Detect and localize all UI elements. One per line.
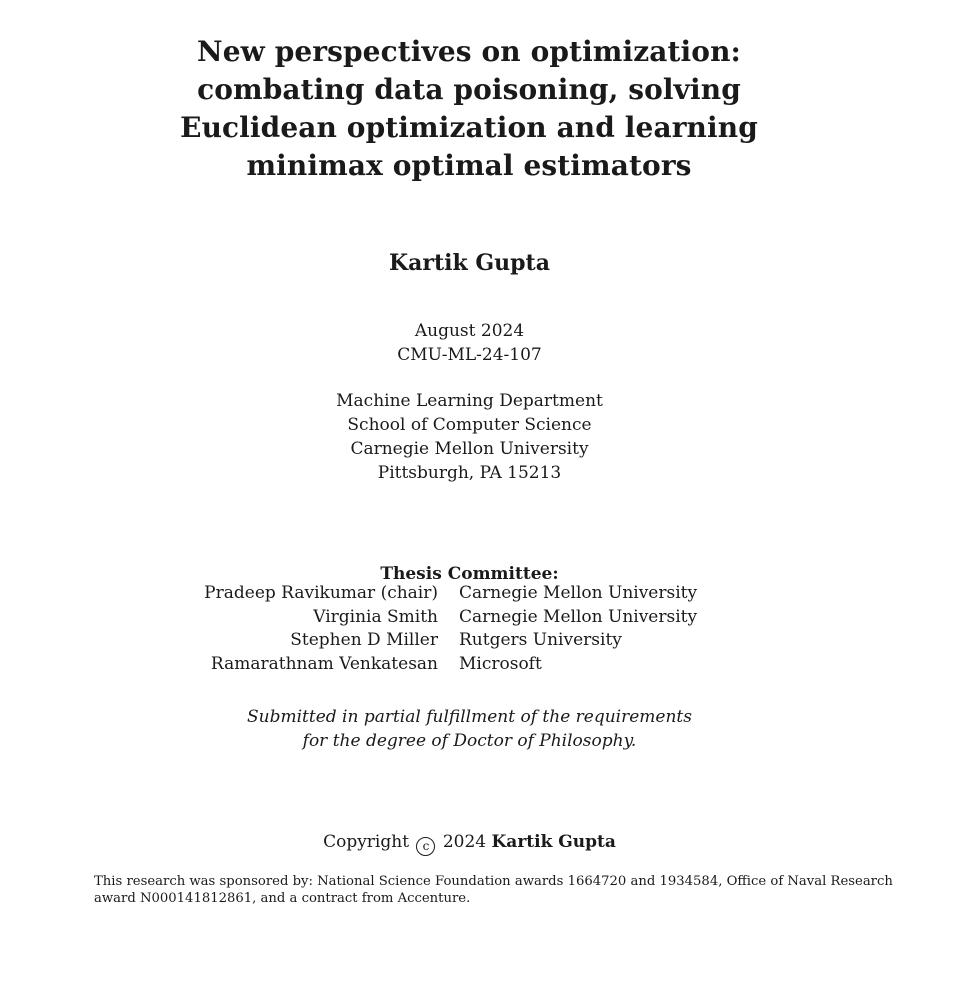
department-line: Pittsburgh, PA 15213 bbox=[377, 463, 562, 483]
title-line: Euclidean optimization and learning bbox=[180, 111, 758, 144]
copyright-icon: c bbox=[416, 837, 435, 856]
committee-table bbox=[0, 582, 939, 677]
report-number: CMU-ML-24-107 bbox=[397, 345, 542, 365]
copyright-holder: Kartik Gupta bbox=[491, 832, 616, 852]
department-line: Machine Learning Department bbox=[336, 391, 603, 411]
committee-member-affiliation: Carnegie Mellon University bbox=[459, 583, 698, 603]
sponsorship-note bbox=[94, 874, 893, 907]
committee-row bbox=[0, 582, 939, 606]
committee-row bbox=[0, 606, 939, 630]
committee-member-name: Ramarathnam Venkatesan bbox=[210, 654, 438, 675]
title-line: minimax optimal estimators bbox=[246, 149, 692, 182]
committee-heading: Thesis Committee: bbox=[380, 564, 559, 584]
committee-row bbox=[0, 653, 939, 677]
committee-member-name: Pradeep Ravikumar (chair) bbox=[204, 583, 438, 603]
sponsorship-line: This research was sponsored by: National Science Foundation awards 1664720 and 1934584, Office of Naval Research bbox=[94, 874, 893, 889]
copyright-year: 2024 bbox=[442, 832, 487, 852]
committee-member-name: Virginia Smith bbox=[313, 606, 438, 627]
title-line: combating data poisoning, solving bbox=[197, 73, 741, 106]
author-name: Kartik Gupta bbox=[389, 250, 550, 276]
copyright-prefix: Copyright bbox=[323, 832, 410, 852]
title-line: New perspectives on optimization: bbox=[197, 35, 741, 68]
date: August 2024 bbox=[414, 321, 525, 341]
committee-member-affiliation: Rutgers University bbox=[459, 630, 622, 651]
sponsorship-line: award N000141812861, and a contract from Accenture. bbox=[94, 890, 471, 906]
submission-statement bbox=[0, 706, 939, 753]
department-line: Carnegie Mellon University bbox=[350, 439, 589, 459]
copyright-notice bbox=[0, 830, 939, 856]
committee-member-name: Stephen D Miller bbox=[290, 630, 438, 651]
committee-row bbox=[0, 629, 939, 653]
date-block bbox=[0, 319, 939, 367]
committee-member-affiliation: Carnegie Mellon University bbox=[459, 606, 698, 627]
department-line: School of Computer Science bbox=[347, 415, 592, 435]
department-block bbox=[0, 389, 939, 485]
committee-member-affiliation: Microsoft bbox=[459, 654, 542, 675]
thesis-title bbox=[160, 33, 778, 185]
submission-line: for the degree of Doctor of Philosophy. bbox=[302, 730, 637, 751]
submission-line: Submitted in partial fulfillment of the requirements bbox=[247, 707, 692, 727]
